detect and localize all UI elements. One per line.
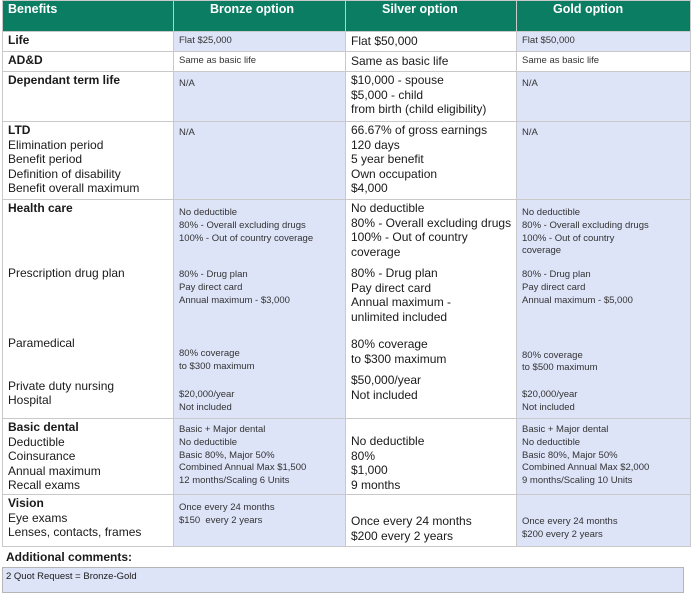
health-bronze: No deductible 80% - Overall excluding drugs 100% - Out of country coverage 80% - Drug plan Pay direct card Annual maximum - $3,000 80% coverage to $300 maximum $20,000/year Not included bbox=[174, 200, 346, 419]
add-gold: Same as basic life bbox=[517, 52, 691, 72]
add-label: AD&D bbox=[8, 53, 43, 67]
row-basic-dental bbox=[3, 419, 691, 495]
dental-gold: Basic + Major dental No deductible Basic 80%, Major 50% Combined Annual Max $2,000 9 months/Scaling 10 Units bbox=[517, 419, 691, 495]
dep-life-bronze: N/A bbox=[179, 78, 195, 89]
row-add bbox=[3, 52, 691, 72]
vision-bronze: Once every 24 months $150 every 2 years bbox=[174, 495, 346, 547]
dental-silver: No deductible 80% $1,000 9 months bbox=[346, 419, 517, 495]
health-silver: No deductible 80% - Overall excluding drugs 100% - Out of country coverage 80% - Drug plan Pay direct card Annual maximum - unlimited included 80% coverage to $300 maximum $50,000/year Not included bbox=[346, 200, 517, 419]
add-bronze: Same as basic life bbox=[174, 52, 346, 72]
ltd-gold: N/A bbox=[522, 127, 538, 138]
vision-silver: Once every 24 months $200 every 2 years bbox=[346, 495, 517, 547]
additional-comments-label: Additional comments: bbox=[6, 550, 133, 564]
row-health-care bbox=[3, 200, 691, 419]
row-vision bbox=[3, 495, 691, 547]
ltd-labels: LTD Elimination period Benefit period Definition of disability Benefit overall maximum bbox=[3, 122, 174, 200]
dental-labels: Basic dental Deductible Coinsurance Annual maximum Recall exams bbox=[3, 419, 174, 495]
header-bronze-option: Bronze option bbox=[174, 1, 346, 32]
life-gold: Flat $50,000 bbox=[517, 32, 691, 52]
health-labels: Health care Prescription drug plan Paramedical Private duty nursing Hospital bbox=[3, 200, 174, 419]
vision-labels: Vision Eye exams Lenses, contacts, frames bbox=[3, 495, 174, 547]
ltd-silver: 66.67% of gross earnings 120 days 5 year benefit Own occupation $4,000 bbox=[346, 122, 517, 200]
header-gold-option: Gold option bbox=[517, 1, 691, 32]
add-silver: Same as basic life bbox=[346, 52, 517, 72]
dep-life-label: Dependant term life bbox=[8, 73, 121, 87]
row-dependant-term-life bbox=[3, 72, 691, 122]
life-label: Life bbox=[8, 33, 30, 47]
header-benefits: Benefits bbox=[3, 1, 174, 32]
life-bronze: Flat $25,000 bbox=[174, 32, 346, 52]
health-gold: No deductible 80% - Overall excluding drugs 100% - Out of country coverage 80% - Drug plan Pay direct card Annual maximum - $5,000 80% coverage to $500 maximum $20,000/year Not included bbox=[517, 200, 691, 419]
vision-gold: Once every 24 months $200 every 2 years bbox=[517, 495, 691, 547]
life-silver: Flat $50,000 bbox=[346, 32, 517, 52]
header-row bbox=[3, 1, 691, 32]
benefits-table bbox=[2, 0, 691, 547]
dep-life-silver: $10,000 - spouse $5,000 - child from birth (child eligibility) bbox=[346, 72, 517, 122]
row-ltd bbox=[3, 122, 691, 200]
dep-life-gold: N/A bbox=[522, 78, 538, 89]
additional-comments-field[interactable]: 2 Quot Request = Bronze-Gold bbox=[2, 567, 684, 593]
row-life bbox=[3, 32, 691, 52]
dental-bronze: Basic + Major dental No deductible Basic 80%, Major 50% Combined Annual Max $1,500 12 months/Scaling 6 Units bbox=[174, 419, 346, 495]
header-silver-option: Silver option bbox=[346, 1, 517, 32]
ltd-bronze: N/A bbox=[179, 127, 195, 138]
